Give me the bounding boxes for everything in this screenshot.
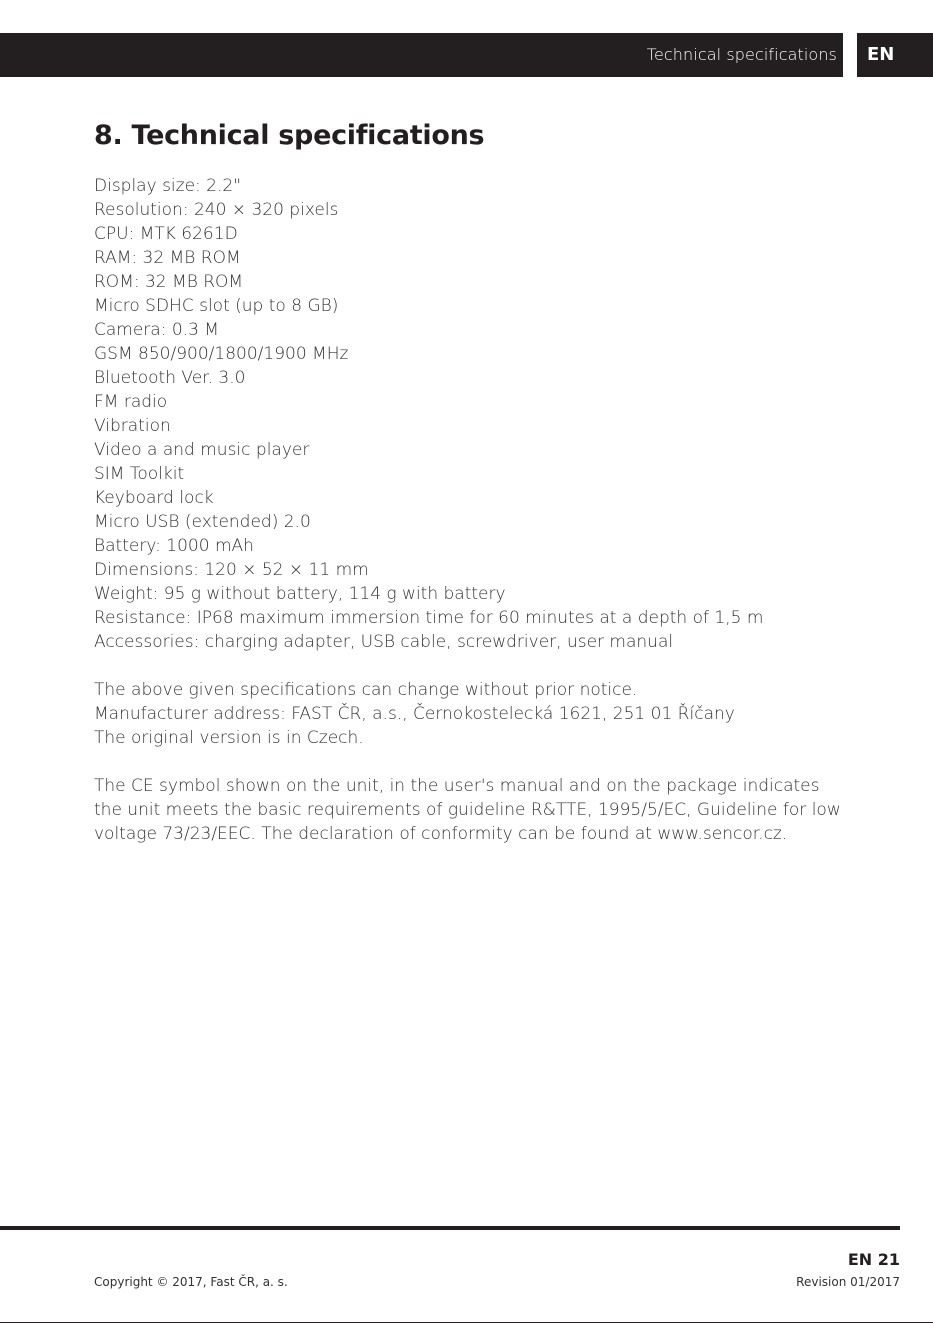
spec-item: RAM: 32 MB ROM	[94, 248, 241, 268]
bottom-divider	[0, 1322, 933, 1323]
spec-item: Micro USB (extended) 2.0	[94, 512, 311, 532]
ce-notice-line: the unit meets the basic requirements of guideline R&TTE, 1995/5/EC, Guideline for low	[94, 800, 841, 820]
spec-item: ROM: 32 MB ROM	[94, 272, 244, 292]
spec-item: CPU: MTK 6261D	[94, 224, 238, 244]
spec-item: Resolution: 240 × 320 pixels	[94, 200, 339, 220]
ce-notice-line: The CE symbol shown on the unit, in the user's manual and on the package indicates	[94, 776, 820, 796]
spec-item: SIM Toolkit	[94, 464, 185, 484]
ce-notice	[94, 774, 841, 846]
language-badge	[857, 33, 933, 77]
spec-change-note: The above given specifications can change without prior notice.	[94, 680, 638, 700]
spec-item: Vibration	[94, 416, 171, 436]
spec-list	[94, 174, 763, 654]
language-label: EN	[867, 44, 895, 65]
spec-item: Resistance: IP68 maximum immersion time for 60 minutes at a depth of 1,5 m	[94, 608, 764, 628]
spec-item: Accessories: charging adapter, USB cable, screwdriver, user manual	[94, 632, 674, 652]
header-bar	[0, 33, 843, 77]
spec-item: Bluetooth Ver. 3.0	[94, 368, 246, 388]
footer-divider	[0, 1226, 900, 1230]
copyright-text: Copyright © 2017, Fast ČR, a. s.	[94, 1275, 288, 1289]
original-version-note: The original version is in Czech.	[94, 728, 364, 748]
page-title: 8. Technical specifications	[94, 120, 485, 151]
spec-item: Camera: 0.3 M	[94, 320, 219, 340]
manufacturer-address: Manufacturer address: FAST ČR, a.s., Černokostelecká 1621, 251 01 Říčany	[94, 704, 735, 724]
spec-item: Dimensions: 120 × 52 × 11 mm	[94, 560, 369, 580]
spec-item: Battery: 1000 mAh	[94, 536, 254, 556]
revision-text: Revision 01/2017	[796, 1275, 900, 1289]
spec-item: Micro SDHC slot (up to 8 GB)	[94, 296, 339, 316]
spec-item: Display size: 2.2"	[94, 176, 242, 196]
page-number: EN 21	[847, 1250, 900, 1269]
spec-item: Video a and music player	[94, 440, 310, 460]
spec-item: Keyboard lock	[94, 488, 214, 508]
header-section-title: Technical specifications	[646, 45, 837, 64]
spec-item: GSM 850/900/1800/1900 MHz	[94, 344, 349, 364]
spec-item: FM radio	[94, 392, 168, 412]
spec-item: Weight: 95 g without battery, 114 g with battery	[94, 584, 506, 604]
ce-notice-line: voltage 73/23/EEC. The declaration of conformity can be found at www.sencor.cz.	[94, 824, 788, 844]
notes-block	[94, 678, 735, 750]
